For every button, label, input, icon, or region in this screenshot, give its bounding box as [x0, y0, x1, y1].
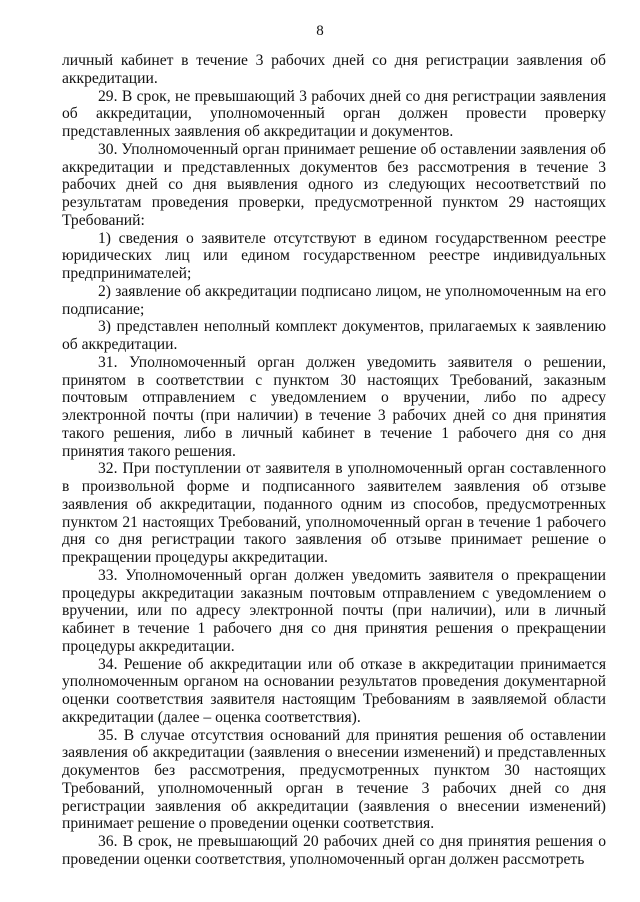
paragraph-29: 29. В срок, не превышающий 3 рабочих дней со дня регистрации заявления об аккредитации, уполномоченный орган должен провести проверку представленных заявления об аккредитации и документов.	[62, 87, 606, 140]
document-body	[62, 52, 606, 869]
paragraph-30: 30. Уполномоченный орган принимает решение об оставлении заявления об аккредитации и представленных документов без рассмотрения в течение 3 рабочих дней со дня выявления одного из следующих несоответствий по результатам проведения проверки, предусмотренной пунктом 29 настоящих Требований:	[62, 140, 606, 229]
paragraph-continuation: личный кабинет в течение 3 рабочих дней со дня регистрации заявления об аккредитации.	[62, 52, 606, 87]
list-item-2: 2) заявление об аккредитации подписано лицом, не уполномоченным на его подписание;	[62, 282, 606, 318]
paragraph-31: 31. Уполномоченный орган должен уведомить заявителя о решении, принятом в соответствии с пунктом 30 настоящих Требований, заказным почтовым отправлением с уведомлением о вручении, либо по адресу электронной почты (при наличии) в течение 3 рабочих дней со дня принятия такого решения, либо в личный кабинет в течение 1 рабочего дня со дня принятия такого решения.	[62, 353, 606, 460]
paragraph-34: 34. Решение об аккредитации или об отказе в аккредитации принимается уполномоченным органом на основании результатов проведения документарной оценки соответствия заявителя настоящим Требованиям в заявляемой области аккредитации (далее – оценка соответствия).	[62, 655, 606, 726]
paragraph-32: 32. При поступлении от заявителя в уполномоченный орган составленного в произвольной форме и подписанного заявителем заявления об отзыве заявления об аккредитации, поданного одним из способов, предусмотренных пунктом 21 настоящих Требований, уполномоченный орган в течение 1 рабочего дня со дня регистрации такого заявления об отзыве принимает решение о прекращении процедуры аккредитации.	[62, 460, 606, 566]
paragraph-33: 33. Уполномоченный орган должен уведомить заявителя о прекращении процедуры аккредитации заказным почтовым отправлением с уведомлением о вручении, или по адресу электронной почты (при наличии), или в личный кабинет в течение 1 рабочего дня со дня принятия решения о прекращении процедуры аккредитации.	[62, 566, 606, 655]
paragraph-35: 35. В случае отсутствия оснований для принятия решения об оставлении заявления об аккредитации (заявления о внесении изменений) и представленных документов без рассмотрения, предусмотренных пунктом 30 настоящих Требований, уполномоченный орган в течение 3 рабочих дней со дня регистрации заявления об аккредитации (заявления о внесении изменений) принимает решение о проведении оценки соответствия.	[62, 726, 606, 833]
list-item-1: 1) сведения о заявителе отсутствуют в едином государственном реестре юридических лиц или едином государственном реестре индивидуальных предпринимателей;	[62, 229, 606, 282]
page-number: 8	[316, 23, 324, 39]
paragraph-36: 36. В срок, не превышающий 20 рабочих дней со дня принятия решения о проведении оценки соответствия, уполномоченный орган должен рассмотреть	[62, 833, 606, 868]
list-item-3: 3) представлен неполный комплект документов, прилагаемых к заявлению об аккредитации.	[62, 318, 606, 353]
